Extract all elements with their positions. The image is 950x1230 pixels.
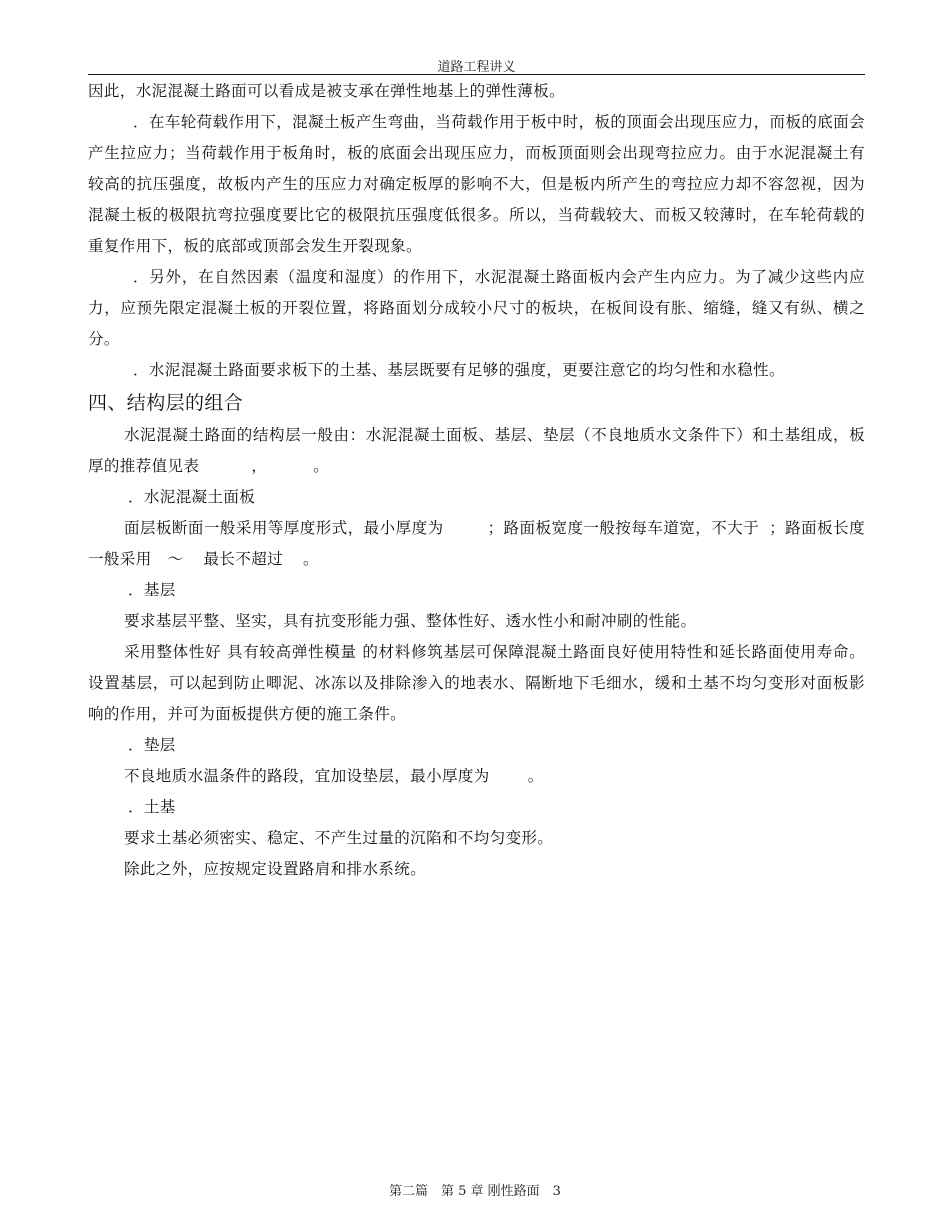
subheading: ．垫层 xyxy=(128,736,176,754)
paragraph: 因此，水泥混凝土路面可以看成是被支承在弹性地基上的弹性薄板。 xyxy=(88,82,566,100)
paragraph: ．另外，在自然因素（温度和湿度）的作用下，水泥混凝土路面板内会产生内应力。为了减少这些内应力，应预先限定混凝土板的开裂位置，将路面划分成较小尺寸的板块，在板间设有胀、缩缝，缝又有纵、横之分。 xyxy=(88,268,865,348)
punct: 。 xyxy=(303,550,319,568)
paragraph xyxy=(88,513,865,575)
paragraph-text: 面层板断面一般采用等厚度形式，最小厚度为 xyxy=(124,519,444,537)
paragraph-text: ；路面板宽度一般按每车道宽，不大于 xyxy=(487,519,760,537)
header-rule xyxy=(88,74,865,75)
document-body xyxy=(88,76,865,885)
page-footer: 第二篇 第 5 章 刚性路面 3 xyxy=(389,1184,561,1199)
punct: 。 xyxy=(313,457,330,475)
subheading: ．土基 xyxy=(128,798,176,816)
paragraph-text: 最长不超过 xyxy=(203,550,284,568)
paragraph: 除此之外，应按规定设置路肩和排水系统。 xyxy=(124,860,427,878)
punct: 。 xyxy=(527,767,544,785)
subheading: ．水泥混凝土面板 xyxy=(128,488,256,506)
paragraph: 要求基层平整、坚实，具有抗变形能力强、整体性好、透水性小和耐冲刷的性能。 xyxy=(124,612,697,630)
paragraph-text: 水泥混凝土路面的结构层一般由：水泥混凝土面板、基层、垫层（不良地质水文条件下）和土基组成，板厚的推荐值见表 xyxy=(88,426,865,475)
page-header: 道路工程讲义 xyxy=(437,60,516,75)
paragraph: ．在车轮荷载作用下，混凝土板产生弯曲，当荷载作用于板中时，板的顶面会出现压应力，而板的底面会产生拉应力；当荷载作用于板角时，板的底面会出现压应力，而板顶面则会出现弯拉应力。由于水泥混凝土有较高的抗压强度，故板内产生的压应力对确定板厚的影响不大，但是板内所产生的弯拉应力却不容忽视，因为混凝土板的极限抗弯拉强度要比它的极限抗压强度低很多。所以，当荷载较大、而板又较薄时，在车轮荷载的重复作用下，板的底部或顶部会发生开裂现象。 xyxy=(88,113,865,255)
paragraph: ．水泥混凝土路面要求板下的土基、基层既要有足够的强度，更要注意它的均匀性和水稳性。 xyxy=(133,361,785,379)
paragraph-text: ；路面板长度一般采用 xyxy=(88,519,865,568)
section-heading: 四、结构层的组合 xyxy=(88,392,244,414)
paragraph xyxy=(88,420,865,482)
paragraph: 要求土基必须密实、稳定、不产生过量的沉陷和不均匀变形。 xyxy=(124,829,554,847)
paragraph-text: 不良地质水温条件的路段，宜加设垫层，最小厚度为 xyxy=(124,767,490,785)
punct: ， xyxy=(251,457,268,475)
paragraph: 采用整体性好 具有较高弹性模量 的材料修筑基层可保障混凝土路面良好使用特性和延长路面使用寿命。设置基层，可以起到防止唧泥、冰冻以及排除渗入的地表水、隔断地下毛细水，缓和土基不均匀变形对面板影响的作用，并可为面板提供方便的施工条件。 xyxy=(88,643,865,723)
tilde: ～ xyxy=(167,550,184,568)
subheading: ．基层 xyxy=(128,581,176,599)
paragraph xyxy=(88,761,865,792)
